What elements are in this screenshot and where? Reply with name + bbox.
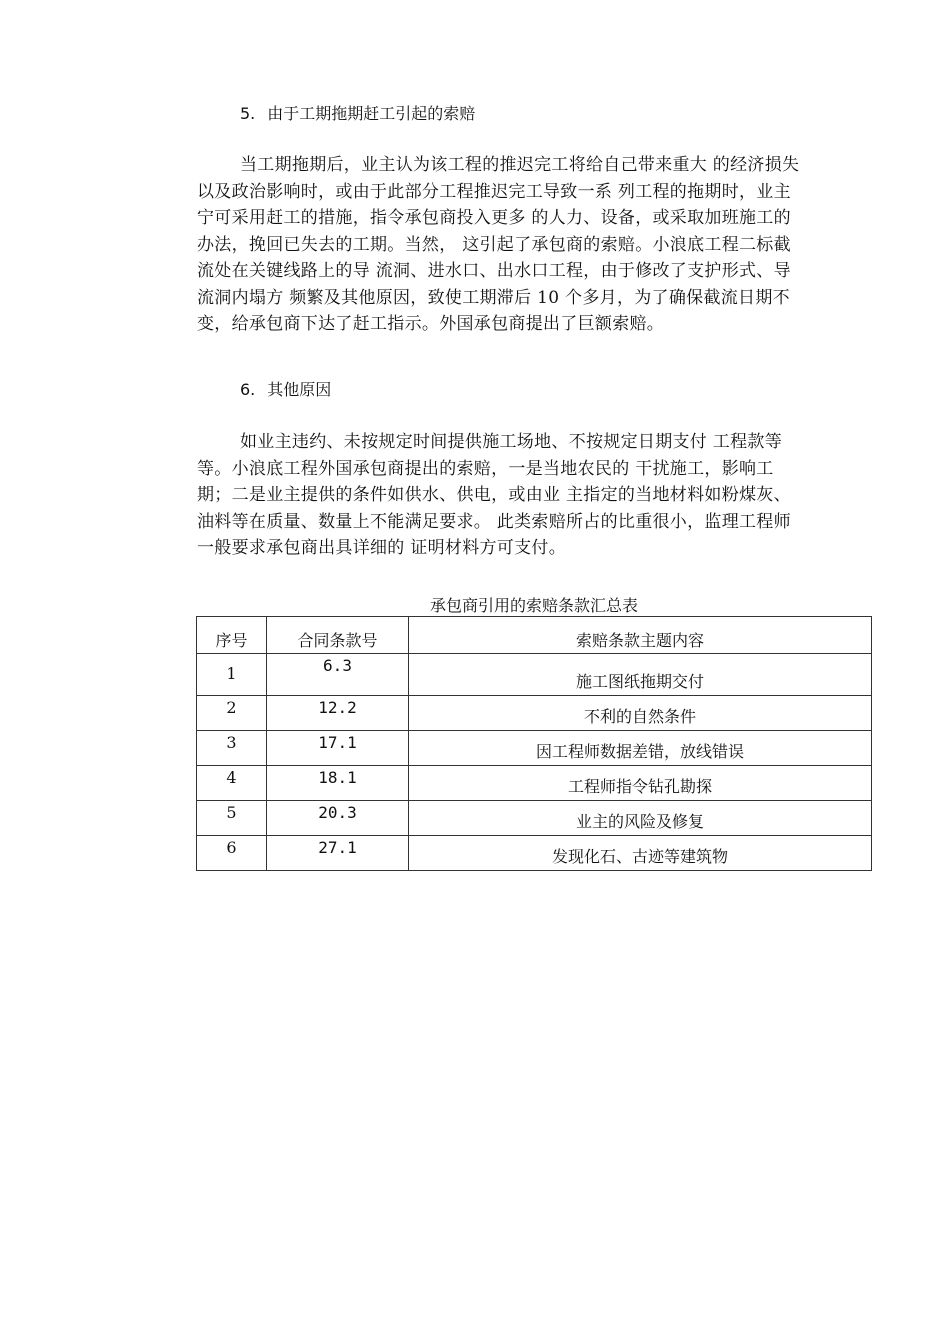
cell-subject: 不利的自然条件 <box>409 696 872 731</box>
table-row <box>197 696 872 731</box>
paragraph-line: 油料等在质量、数量上不能满足要求。 此类索赔所占的比重很小，监理工程师 <box>197 511 791 532</box>
cell-number: 3 <box>197 731 267 766</box>
claims-table <box>196 616 872 871</box>
table-row <box>197 731 872 766</box>
paragraph-line: 宁可采用赶工的措施，指令承包商投入更多 的人力、设备，或采取加班施工的 <box>197 208 791 228</box>
section-6-number: 6. <box>240 380 256 399</box>
section-6-title: 其他原因 <box>267 380 332 399</box>
cell-number: 2 <box>197 696 267 731</box>
cell-subject: 业主的风险及修复 <box>409 801 872 836</box>
table-row <box>197 654 872 696</box>
section-5-heading <box>240 104 475 124</box>
cell-number: 1 <box>197 654 267 696</box>
cell-clause: 12.2 <box>267 696 409 731</box>
header-cell-number: 序号 <box>197 617 267 654</box>
cell-subject: 工程师指令钻孔勘探 <box>409 766 872 801</box>
table-row <box>197 801 872 836</box>
paragraph-line: 流处在关键线路上的导 流洞、进水口、出水口工程，由于修改了支护形式、导 <box>197 261 791 281</box>
paragraph-line: 以及政治影响时，或由于此部分工程推迟完工导致一系 列工程的拖期时，业主 <box>197 181 791 202</box>
table-caption: 承包商引用的索赔条款汇总表 <box>429 596 638 615</box>
cell-subject: 因工程师数据差错，放线错误 <box>409 731 872 766</box>
paragraph-line: 如业主违约、未按规定时间提供施工场地、不按规定日期支付 工程款等 <box>240 432 783 452</box>
section-6-paragraph <box>197 429 877 562</box>
cell-clause: 20.3 <box>267 801 409 836</box>
cell-number: 5 <box>197 801 267 836</box>
paragraph-line: 变，给承包商下达了赶工指示。外国承包商提出了巨额索赔。 <box>197 314 665 334</box>
paragraph-line: 期；二是业主提供的条件如供水、供电，或由业 主指定的当地材料如粉煤灰、 <box>197 485 791 505</box>
paragraph-line: 办法，挽回已失去的工期。当然， 这引起了承包商的索赔。小浪底工程二标截 <box>197 234 791 255</box>
table-row <box>197 766 872 801</box>
table-row <box>197 836 872 871</box>
paragraph-line: 当工期拖期后，业主认为该工程的推迟完工将给自己带来重大 的经济损失 <box>240 155 800 175</box>
cell-clause: 18.1 <box>267 766 409 801</box>
section-5-title: 由于工期拖期赶工引起的索赔 <box>267 104 476 123</box>
paragraph-line: 一般要求承包商出具详细的 证明材料方可支付。 <box>197 538 567 558</box>
cell-number: 4 <box>197 766 267 801</box>
header-cell-clause: 合同条款号 <box>267 617 409 654</box>
cell-clause: 6.3 <box>267 654 409 696</box>
header-cell-subject: 索赔条款主题内容 <box>409 617 872 654</box>
section-5-paragraph <box>197 152 877 338</box>
cell-clause: 17.1 <box>267 731 409 766</box>
cell-clause: 27.1 <box>267 836 409 871</box>
table-header-row <box>197 617 872 654</box>
paragraph-line: 等。小浪底工程外国承包商提出的索赔，一是当地农民的 干扰施工，影响工 <box>197 458 774 479</box>
section-5-number: 5. <box>240 104 256 123</box>
paragraph-line: 流洞内塌方 频繁及其他原因，致使工期滞后 10 个多月，为了确保截流日期不 <box>197 287 790 308</box>
cell-subject: 施工图纸拖期交付 <box>409 654 872 696</box>
section-6-heading <box>240 380 331 400</box>
cell-subject: 发现化石、古迹等建筑物 <box>409 836 872 871</box>
cell-number: 6 <box>197 836 267 871</box>
